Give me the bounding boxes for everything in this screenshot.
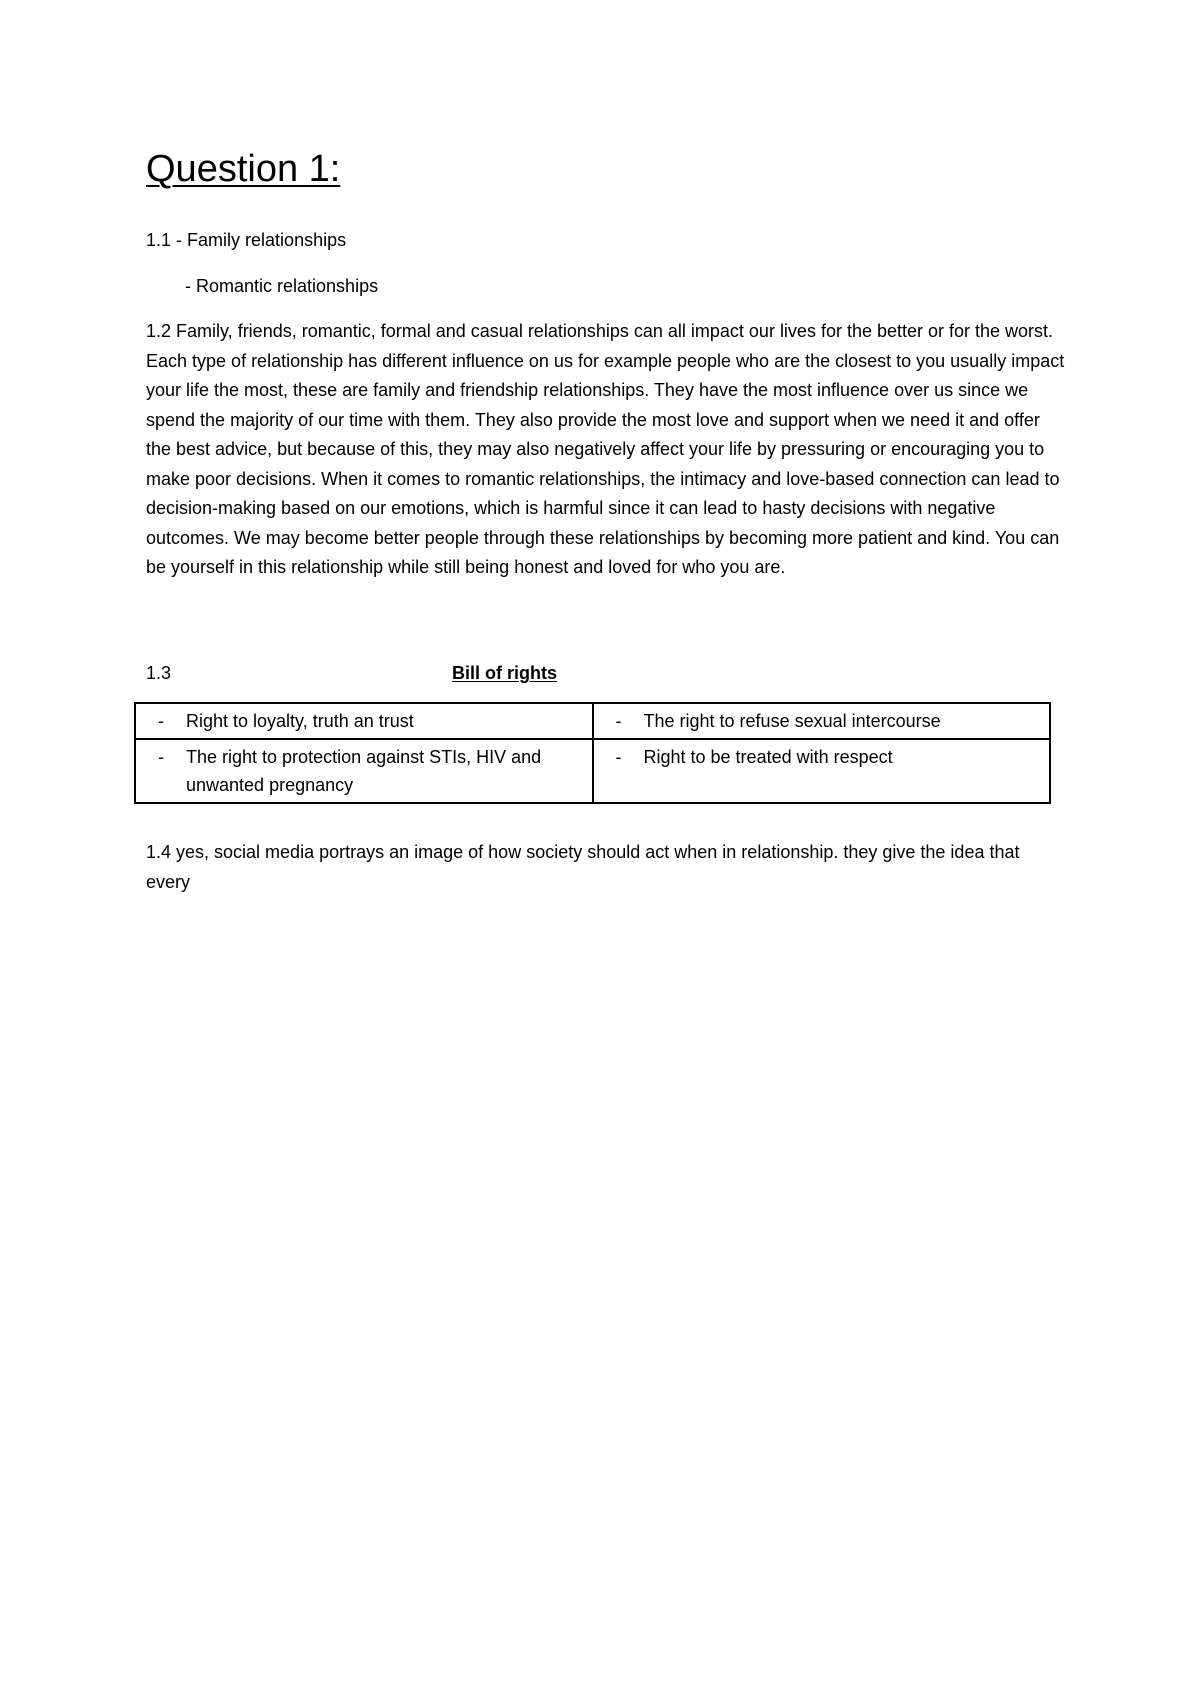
bill-of-rights-title: Bill of rights (452, 663, 557, 683)
table-cell (135, 703, 593, 739)
bullet-dash: - (615, 747, 622, 767)
right-text: The right to protection against STIs, HIV and unwanted pregnancy (186, 747, 542, 795)
answer-1-3-label: 1.3 (146, 663, 172, 683)
question-heading: Question 1: (146, 148, 341, 190)
bullet-dash: - (158, 711, 164, 731)
table-cell (593, 703, 1051, 739)
table-row (135, 703, 1050, 739)
answer-1-1-item: - Romantic relationships (185, 276, 379, 296)
right-text: Right to be treated with respect (643, 747, 893, 767)
bullet-dash: - (158, 747, 164, 767)
answer-1-2-paragraph: 1.2 Family, friends, romantic, formal and casual relationships can all impact our lives for the better or for the worst. Each type of relationship has different influence on us for example people who are the closest to you usually impact your life the most, these are family and friendship relationships. They have the most influence over us since we spend the majority of our time with them. They also provide the most love and support when we need it and offer the best advice, but because of this, they may also negatively affect your life by pressuring or encouraging you to make poor decisions. When it comes to romantic relationships, the intimacy and love-based connection can lead to decision-making based on our emotions, which is harmful since it can lead to hasty decisions with negative outcomes. We may become better people through these relationships by becoming more patient and kind. You can be yourself in this relationship while still being honest and loved for who you are. (146, 321, 1065, 577)
right-text: The right to refuse sexual intercourse (643, 711, 941, 731)
answer-1-4-paragraph: 1.4 yes, social media portrays an image of how society should act when in relationship. they give the idea that every (146, 842, 1020, 892)
answer-1-1-line-1 (146, 231, 346, 249)
answer-1-1-label: 1.1 (146, 230, 172, 250)
bill-of-rights-table (134, 702, 1051, 804)
bullet-dash: - (615, 711, 622, 731)
right-text: Right to loyalty, truth an trust (186, 711, 414, 731)
answer-1-1-item: - Family relationships (176, 230, 347, 250)
table-cell (135, 739, 593, 803)
table-row (135, 739, 1050, 803)
table-cell (593, 739, 1051, 803)
